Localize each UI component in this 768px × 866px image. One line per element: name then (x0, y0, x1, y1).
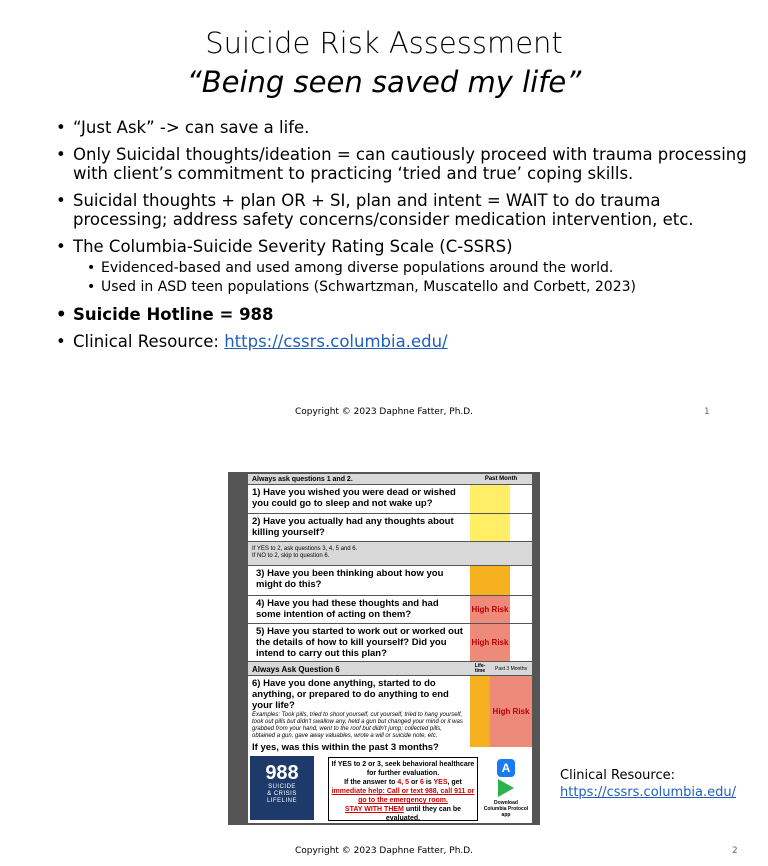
past-3-header: Past 3 Months (495, 665, 527, 672)
guidance-help: immediate help: Call or text 988, call 911 or go to the emergency room. (331, 788, 475, 804)
logo-line: LIFELINE (266, 798, 297, 804)
question-row (248, 624, 532, 662)
question-row (248, 514, 532, 542)
always-six-row (248, 662, 532, 676)
sub-bullet-item: • Used in ASD teen populations (Schwartzman, Muscatello and Corbett, 2023) (87, 278, 756, 297)
resource-bullet (56, 332, 756, 351)
high-risk-label: High Risk (490, 676, 532, 747)
clinical-resource (560, 767, 760, 801)
past-month-header: Past Month (484, 475, 518, 482)
question-row (248, 566, 532, 596)
guidance-line-2: If the answer to 4, 5 or 6 is YES, get (344, 779, 462, 786)
answer-cell-orange (470, 566, 510, 595)
bullet-item-cssrs (56, 237, 756, 297)
page-number: 1 (704, 407, 710, 417)
question-row (248, 676, 532, 753)
slide-subtitle: “Being seen saved my life” (186, 65, 582, 99)
bullet-text: The Columbia-Suicide Severity Rating Scale (C-SSRS) (73, 237, 513, 256)
answer-cell-yellow (470, 514, 510, 541)
question-6b: If yes, was this within the past 3 months? (252, 742, 439, 753)
logo-line: SUICIDE (268, 784, 296, 790)
sub-bullet-item: • Evidenced-based and used among diverse populations around the world. (87, 259, 756, 278)
copyright: Copyright © 2023 Daphne Fatter, Ph.D. (294, 846, 474, 856)
play-store-icon (498, 779, 514, 797)
guidance-stay: STAY WITH THEM until they can be evaluated. (344, 806, 462, 822)
resource-label: Clinical Resource: (73, 332, 225, 351)
copyright: Copyright © 2023 Daphne Fatter, Ph.D. (294, 407, 474, 417)
hotline-bullet: • Suicide Hotline = 988 (56, 305, 756, 324)
question-5: 5) Have you started to work out or worked out the details of how to kill yourself? Did you intend to carry out this plan? (256, 626, 463, 659)
lifetime-header: Life-time (474, 662, 486, 674)
form-header-row (248, 474, 532, 485)
sub-bullet-list (73, 259, 756, 297)
instruction-row (248, 542, 532, 566)
bullet-item: • Only Suicidal thoughts/ideation = can cautiously proceed with trauma processing with client’s commitment to practicing ‘tried and true’ coping skills. (56, 145, 756, 183)
slide-2 (0, 436, 768, 866)
lifetime-cell-orange (470, 676, 490, 747)
always-ask-six: Always Ask Question 6 (252, 665, 340, 674)
lifeline-logo (250, 756, 314, 820)
logo-line: & CRISIS (267, 791, 297, 797)
high-risk-label: High Risk (470, 596, 510, 623)
cssrs-link[interactable]: https://cssrs.columbia.edu/ (224, 332, 448, 351)
screener-form (248, 474, 532, 823)
question-row (248, 485, 532, 514)
high-risk-label: High Risk (470, 624, 510, 661)
slide-1 (0, 0, 768, 430)
slide-title: Suicide Risk Assessment (205, 26, 563, 60)
page-number: 2 (732, 846, 738, 856)
form-header: Always ask questions 1 and 2. (252, 476, 353, 483)
bullet-item: • “Just Ask” -> can save a life. (56, 118, 756, 137)
bullet-list (56, 118, 756, 359)
question-6: 6) Have you done anything, started to do anything, or prepared to do anything to end your life? (252, 678, 449, 711)
examples-text: Examples: Took pills, tried to shoot yourself, cut yourself, tried to hang yourself, took out pills but didn't swallow any, held a gun but changed your mind or it was grabbed from your hand, went to the roof but didn't jump; collected pills, obtained a gun, gave away valuables, wrote a will or suicide note, etc. (252, 712, 463, 739)
question-1: 1) Have you wished you were dead or wished you could go to sleep and not wake up? (252, 487, 456, 509)
if-yes-text: If YES to 2, ask questions 3, 4, 5 and 6. (252, 546, 358, 552)
guidance-box (328, 757, 478, 821)
bullet-item: • Suicidal thoughts + plan OR + SI, plan and intent = WAIT to do trauma processing; address safety concerns/consider medication intervention, etc. (56, 191, 756, 229)
question-4: 4) Have you had these thoughts and had some intention of acting on them? (256, 598, 439, 620)
question-3: 3) Have you been thinking about how you might do this? (256, 568, 444, 590)
app-download (482, 759, 530, 818)
guidance-line-1: If YES to 2 or 3, seek behavioral healthcare for further evaluation. (331, 761, 475, 777)
clinical-label: Clinical Resource: (560, 768, 676, 783)
app-store-icon: A (497, 759, 515, 777)
question-row (248, 596, 532, 624)
logo-number: 988 (265, 762, 299, 784)
cssrs-screener-image (228, 472, 540, 825)
app-download-text: Download Columbia Protocol app (483, 800, 529, 818)
answer-cell-yellow (470, 485, 510, 513)
question-2: 2) Have you actually had any thoughts about killing yourself? (252, 516, 454, 538)
cssrs-link[interactable]: https://cssrs.columbia.edu/ (560, 785, 736, 800)
if-no-text: If NO to 2, skip to question 6. (252, 553, 330, 559)
